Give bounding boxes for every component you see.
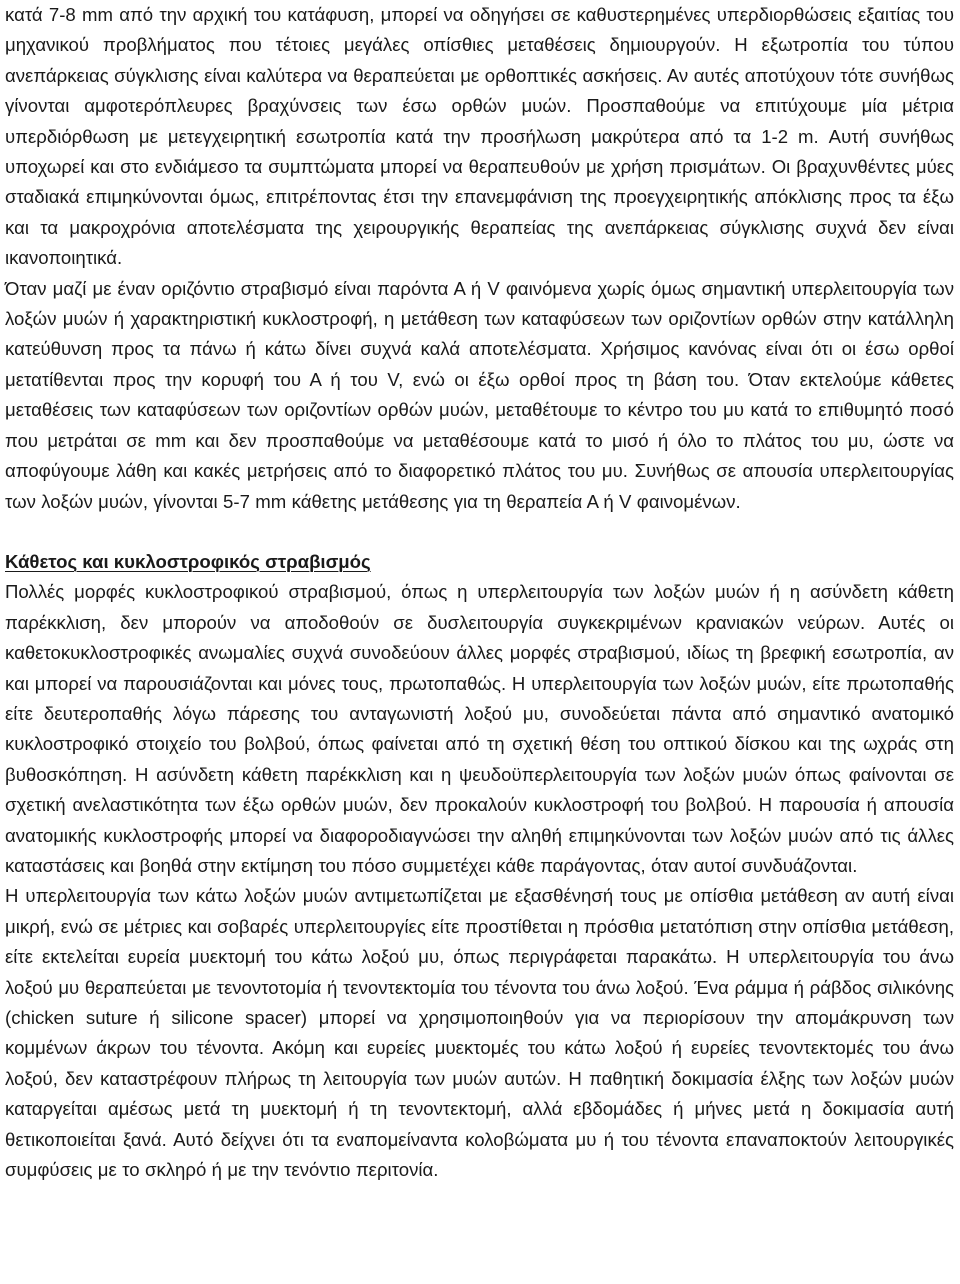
section-spacer <box>5 517 954 547</box>
section-heading: Κάθετος και κυκλοστροφικός στραβισμός <box>5 550 371 572</box>
paragraph: Πολλές μορφές κυκλοστροφικού στραβισμού, όπως η υπερλειτουργία των λοξών μυών ή η ασύνδετη κάθετη παρέκκλιση, δεν μπορούν να αποδοθούν σε δυσλειτουργία συγκεκριμένων κρανιακών νεύρων. Αυτές οι καθετοκυκλοστροφικές ανωμαλίες συχνά συνοδεύουν άλλες μορφές στραβισμού, ιδίως τη βρεφική εσωτροπία, αν και μπορεί να παρουσιάζονται και μόνες τους, πρωτοπαθώς. Η υπερλειτουργία των λοξών μυών, είτε πρωτοπαθής είτε δευτεροπαθής λόγω πάρεσης του ανταγωνιστή λοξού μυ, συνοδεύεται πάντα από σημαντικό ανατομικό κυκλοστροφικό στοιχείο του βολβού, όπως φαίνεται από τη σχετική θέση του οπτικού δίσκου και της ωχράς στη βυθοσκόπηση. Η ασύνδετη κάθετη παρέκκλιση και η ψευδοϋπερλειτουργία των λοξών μυών όπως φαίνονται σε σχετική ανελαστικότητα των έξω ορθών μυών, δεν προκαλούν κυκλοστροφή του βολβού. Η παρουσία ή απουσία ανατομικής κυκλοστροφής μπορεί να διαφοροδιαγνώσει την αληθή επιμηκύνονται των λοξών μυών από τις άλλες καταστάσεις και βοηθά στην εκτίμηση του πόσο συμμετέχει κάθε παράγοντας, όταν αυτοί συνδυάζονται. <box>5 581 954 876</box>
paragraph: Όταν μαζί με έναν οριζόντιο στραβισμό είναι παρόντα Α ή V φαινόμενα χωρίς όμως σημαντική υπερλειτουργία των λοξών μυών ή χαρακτηριστική κυκλοστροφή, η μετάθεση των καταφύσεων των οριζοντίων ορθών στην κατάλληλη κατεύθυνση προς τα πάνω ή κάτω δίνει συχνά καλά αποτελέσματα. Χρήσιμος κανόνας είναι ότι οι έσω ορθοί μετατίθενται προς την κορυφή του Α ή του V, ενώ οι έξω ορθοί προς τη βάση του. Όταν εκτελούμε κάθετες μεταθέσεις των καταφύσεων των οριζοντίων ορθών μυών, μεταθέτουμε το κέντρο του μυ κατά το επιθυμητό ποσό που μετράται σε mm και δεν προσπαθούμε να μεταθέσουμε κατά το μισό ή όλο το πλάτος του μυ, ώστε να αποφύγουμε λάθη και κακές μετρήσεις από το διαφορετικό πλάτος του μυ. Συνήθως σε απουσία υπερλειτουργίας των λοξών μυών, γίνονται 5-7 mm κάθετης μετάθεσης για τη θεραπεία Α ή V φαινομένων. <box>5 277 954 512</box>
paragraph: κατά 7-8 mm από την αρχική του κατάφυση, μπορεί να οδηγήσει σε καθυστερημένες υπερδιορθώσεις εξαιτίας του μηχανικού προβλήματος που τέτοιες μεγάλες οπίσθιες μεταθέσεις δημιουργούν. Η εξωτροπία του τύπου ανεπάρκειας σύγκλισης είναι καλύτερα να θεραπεύεται με ορθοπτικές ασκήσεις. Αν αυτές αποτύχουν τότε συνήθως γίνονται αμφοτερόπλευρες βραχύνσεις των έσω ορθών μυών. Προσπαθούμε να επιτύχουμε μία μέτρια υπερδιόρθωση με μετεγχειρητική εσωτροπία κατά την προσήλωση μακρύτερα από τα 1-2 m. Αυτή συνήθως υποχωρεί και στο ενδιάμεσο τα συμπτώματα μπορεί να θεραπευθούν με χρήση πρισμάτων. Οι βραχυνθέντες μύες σταδιακά επιμηκύνονται όμως, επιτρέποντας έτσι την επανεμφάνιση της προεγχειρητικής απόκλισης προς τα έξω και τα μακροχρόνια αποτελέσματα της χειρουργικής θεραπείας της ανεπάρκειας σύγκλισης συχνά δεν είναι ικανοποιητικά. <box>5 4 954 269</box>
paragraph: Η υπερλειτουργία των κάτω λοξών μυών αντιμετωπίζεται με εξασθένησή τους με οπίσθια μετάθεση αν αυτή είναι μικρή, ενώ σε μέτριες και σοβαρές υπερλειτουργίες είτε προστίθεται η πρόσθια μετατόπιση στην οπίσθια μετάθεση, είτε εκτελείται ευρεία μυεκτομή του κάτω λοξού μυ, όπως περιγράφεται παρακάτω. Η υπερλειτουργία του άνω λοξού μυ θεραπεύεται με τενοντοτομία ή τενοντεκτομία του τένοντα του άνω λοξού. Ένα ράμμα ή ράβδος σιλικόνης (chicken suture ή silicone spacer) μπορεί να χρησιμοποιηθούν για να περιορίσουν την απομάκρυνση των κομμένων άκρων του τένοντα. Ακόμη και ευρείες μυεκτομές του κάτω λοξού ή ευρείες τενοντεκτομές του άνω λοξού, δεν καταστρέφουν πλήρως τη λειτουργία των μυών αυτών. Η παθητική δοκιμασία έλξης των λοξών μυών καταργείται αμέσως μετά τη μυεκτομή ή τη τενοντεκτομή, αλλά εβδομάδες ή μήνες μετά η δοκιμασία αυτή θετικοποιείται ξανά. Αυτό δείχνει ότι τα εναπομείναντα κολοβώματα μυ ή του τένοντα επαναποκτούν λειτουργικές συμφύσεις με το σκληρό ή με την τενόντιο περιτονία. <box>5 885 954 1181</box>
